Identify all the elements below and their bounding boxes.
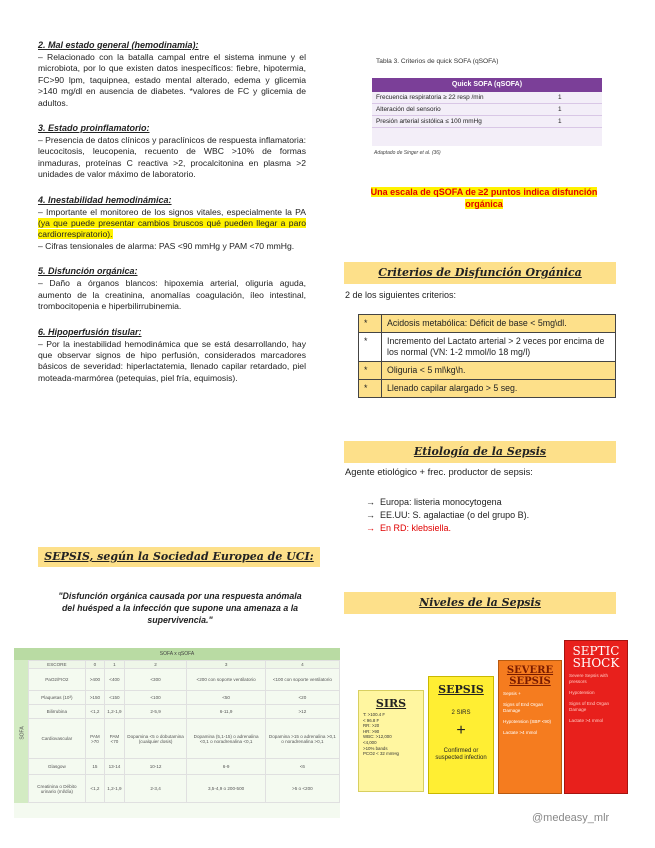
level-line: >10% bands [363, 745, 388, 751]
list-item [366, 496, 529, 509]
table-cell: <1,2 [85, 775, 105, 803]
table-cell: >150 [85, 691, 105, 705]
table-cell: 13-14 [105, 759, 125, 775]
qsofa-source: Adaptado de Singer et al. (36) [374, 150, 441, 156]
table-row [359, 380, 616, 398]
section-title: 6. Hipoperfusión tisular: [38, 326, 142, 337]
section-text: – Relacionado con la batalla campal entre el sistema inmune y el microbiota, por lo que existen datos inespecíficos: fiebre, hipotermia, FC>90 lpm, taquipnea, estado mental alterado, edema y glicemia >140 mg/dl en ausencia de diabetes. *valores de FC y glicemia de adultos. [38, 52, 306, 108]
criterio-text: Llenado capilar alargado > 5 seg. [382, 380, 616, 398]
table-row [359, 333, 616, 362]
list-item [366, 522, 529, 535]
level-sepsis-box [428, 676, 494, 794]
sofa-table-title: SOFA x qSOFA [14, 648, 340, 660]
table-cell: <100 [124, 691, 187, 705]
level-line: Lactate >4 mmol [569, 718, 604, 723]
niveles-banner: Niveles de la Sepsis [344, 592, 616, 614]
table-cell: 6-9 [187, 759, 265, 775]
level-line: HR: >90 [363, 728, 380, 734]
qsofa-caption: Tabla 3. Criterios de quick SOFA (qSOFA) [376, 58, 499, 65]
bullet: * [359, 315, 382, 333]
table-cell: Dopamina >15 o adrenalina >0,1 o noradrenalina >0,1 [265, 719, 339, 759]
table-cell: <20 [265, 691, 339, 705]
etiologia-intro: Agente etiológico + frec. productor de sepsis: [345, 466, 533, 477]
qsofa-value: 1 [554, 104, 602, 116]
plus-sign: + [456, 722, 466, 739]
section-mal-estado [38, 40, 306, 109]
table-row [359, 362, 616, 380]
table-row [359, 315, 616, 333]
table-header-row [29, 661, 340, 669]
level-title: SEVERE SEPSIS [506, 665, 554, 687]
table-cell: 2-3,4 [124, 775, 187, 803]
watermark: @medeasy_mlr [532, 812, 610, 824]
bullet: * [359, 362, 382, 380]
sofa-side-label: SOFA [19, 726, 26, 740]
header-cell: 1 [105, 661, 125, 669]
level-line: Confirmed or suspected infection [435, 748, 487, 761]
qsofa-criterion: Alteración del sensorio [372, 104, 554, 116]
table-cell: >5 o <200 [265, 775, 339, 803]
criterio-text: Acidosis metabólica: Déficit de base < 5mg\dl. [382, 315, 616, 333]
criterios-banner: Criterios de Disfunción Orgánica [344, 262, 616, 284]
section-text: – Por la inestabilidad hemodinámica que se está desarrollando, hay que observar signos de hipo perfusión, considerados marcadores básicos de severidad: hiperlactatemia, llenado capilar retardado, piel moteada-marmórea (petequias, piel fría, equimosis). [38, 338, 306, 383]
section-text: – Daño a órganos blancos: hipoxemia arterial, oliguria aguda, aumento de la creatinina, anomalías coagulación, íleo intestinal, trombocitopenia e hiperbilirrubinemia. [38, 278, 306, 312]
qsofa-table-container [372, 78, 602, 146]
section-title: 4. Inestabilidad hemodinámica: [38, 194, 172, 205]
list-item [366, 509, 529, 522]
level-line: WBC: >12,000 [363, 734, 392, 740]
level-title: SEPTIC SHOCK [572, 644, 620, 670]
table-cell: <6 [265, 759, 339, 775]
table-cell: 10-12 [124, 759, 187, 775]
level-shock-box [564, 640, 628, 794]
header-cell: 4 [265, 661, 339, 669]
criterio-text: Oliguria < 5 ml\kg\h. [382, 362, 616, 380]
qsofa-header: Quick SOFA (qSOFA) [372, 78, 602, 92]
qsofa-value: 1 [554, 92, 602, 104]
table-cell: 3,5-4,9 o 200-500 [187, 775, 265, 803]
level-line: RR: >20 [363, 723, 380, 729]
table-cell: <150 [105, 691, 125, 705]
table-cell: PaO2/FIO2 [29, 669, 86, 691]
table-cell: PAM <70 [105, 719, 125, 759]
level-line: Severe Sepsis with pressors [569, 673, 609, 684]
criterios-intro: 2 de los siguientes criterios: [345, 290, 457, 300]
bullet: * [359, 333, 382, 362]
qsofa-note-text: Una escala de qSOFA de ≥2 puntos indica disfunción orgánica [370, 187, 598, 209]
level-lines [359, 710, 423, 759]
qsofa-criterion: Frecuencia respiratoria ≥ 22 resp /min [372, 92, 554, 104]
table-cell: Plaquetas (10³) [29, 691, 86, 705]
section-title: 2. Mal estado general (hemodinamia): [38, 40, 199, 50]
section-title: 3. Estado proinflamatorio: [38, 123, 150, 134]
table-cell: 6-11,9 [187, 705, 265, 719]
level-line: 2 SIRS [451, 710, 471, 716]
arrow-icon: → [366, 523, 381, 533]
table-cell: 1,2-1,9 [105, 705, 125, 719]
table-cell: <200 con soporte ventilatorio [187, 669, 265, 691]
level-line: Lactate >4 mmol [503, 730, 538, 735]
table-cell: <50 [187, 691, 265, 705]
table-row [372, 104, 602, 116]
table-cell: Bilirrubina [29, 705, 86, 719]
section-proinflamatorio [38, 123, 306, 181]
list-item-text: Europa: listeria monocytogena [380, 497, 502, 507]
list-item-text: En RD: klebsiella. [380, 523, 452, 533]
header-cell: 3 [187, 661, 265, 669]
table-cell: <400 [105, 669, 125, 691]
level-line: Sepsis + [503, 691, 521, 696]
sepsis-definition-quote: "Disfunción orgánica causada por una respuesta anómala del huésped a la infección que supone una amenaza a la supervivencia." [58, 591, 302, 625]
table-row [29, 669, 340, 691]
table-cell: 2-5,9 [124, 705, 187, 719]
table-row [29, 759, 340, 775]
level-line: < 96.8 F [363, 717, 380, 723]
table-row [372, 92, 602, 104]
section-text: – Presencia de datos clínicos y paraclínicos de respuesta inflamatoria: leucocitosis, leucopenia, recuento de WBC >10% de formas inmaduras, proteínas C reactiva >2, procalcitonina en plasma >2 unidades de valor máximo de laboratorio. [38, 135, 306, 180]
sepsis-banner: SEPSIS, según la Sociedad Europea de UCI: [38, 547, 320, 567]
qsofa-note [352, 186, 616, 210]
table-cell: Glasgow [29, 759, 86, 775]
level-title: SEPSIS [438, 683, 484, 696]
table-cell: PAM >70 [85, 719, 105, 759]
level-line: T: >100.4 F [363, 712, 386, 717]
etiologia-list [366, 496, 529, 535]
table-cell: Dopamina <5 o dobutamina (cualquier dosis) [124, 719, 187, 759]
table-cell: Dopamina (5,1-15) o adrenalina <0,1 o noradrenalina <0,1 [187, 719, 265, 759]
text-before: – Importante el monitoreo de los signos vitales, especialmente la PA [38, 206, 306, 217]
table-cell: <1,2 [85, 705, 105, 719]
sofa-side-label-cell [14, 660, 28, 803]
section-text-extra: – Cifras tensionales de alarma: PAS <90 mmHg y PAM <70 mmHg. [38, 240, 295, 251]
criterio-text: Incremento del Lactato arterial > 2 veces por encima de los normal (VN: 1-2 mmol/lo 18 mg/l) [382, 333, 616, 362]
qsofa-table [372, 92, 602, 128]
table-cell: <300 [124, 669, 187, 691]
arrow-icon: → [366, 497, 381, 507]
level-line: Signs of End Organ Damage [503, 702, 544, 713]
table-row [372, 116, 602, 128]
table-cell: 15 [85, 759, 105, 775]
level-line: Hypotension (SBP <90) [503, 719, 552, 724]
table-cell: Cardiovascular [29, 719, 86, 759]
level-severe-box [498, 660, 562, 794]
table-cell: >12 [265, 705, 339, 719]
qsofa-criterion: Presión arterial sistólica ≤ 100 mmHg [372, 116, 554, 128]
level-line: Hypotension [569, 690, 595, 695]
level-lines [499, 687, 561, 740]
arrow-icon: → [366, 510, 381, 520]
left-column [38, 40, 306, 384]
qsofa-value: 1 [554, 116, 602, 128]
section-disfuncion [38, 266, 306, 312]
level-lines [565, 669, 627, 728]
table-cell: <100 con soporte ventilatorio [265, 669, 339, 691]
section-inestabilidad [38, 195, 306, 253]
header-cell: ESCORE [29, 661, 86, 669]
table-row [29, 705, 340, 719]
level-line: Signs of End Organ Damage [569, 701, 610, 712]
section-text [38, 207, 306, 241]
table-row [29, 691, 340, 705]
table-cell: 1,2-1,9 [105, 775, 125, 803]
table-cell: >400 [85, 669, 105, 691]
table-row [29, 775, 340, 803]
level-title: SIRS [375, 697, 407, 710]
section-hipoperfusion [38, 327, 306, 385]
sofa-table-container [14, 648, 340, 818]
level-line: <4,000 [363, 739, 377, 745]
bullet: * [359, 380, 382, 398]
highlighted-text: (ya que puede presentar cambios bruscos qué pueden llegar a paro cardiorrespiratorio). [38, 218, 306, 240]
section-title: 5. Disfunción orgánica: [38, 266, 138, 277]
etiologia-banner: Etiología de la Sepsis [344, 441, 616, 463]
table-cell: Creatinina o Débito urinario (ml/día) [29, 775, 86, 803]
sofa-table [28, 660, 340, 803]
list-item-text: EE.UU: S. agalactiae (o del grupo B). [380, 510, 530, 520]
criterios-table [358, 314, 616, 398]
level-sirs-box [358, 690, 424, 792]
level-line: PCO2 < 32 mmHg [363, 751, 399, 757]
header-cell: 0 [85, 661, 105, 669]
header-cell: 2 [124, 661, 187, 669]
table-row [29, 719, 340, 759]
